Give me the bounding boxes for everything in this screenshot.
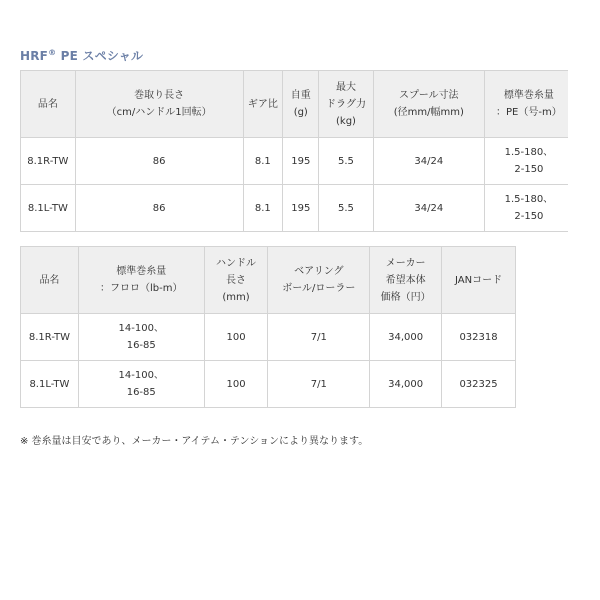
cell-line: 1.5-180、 (504, 194, 554, 205)
cell-line: ：フロロ（lb-m） (99, 283, 183, 294)
cell-line: ベアリング (294, 266, 344, 277)
column-header (75, 71, 243, 138)
column-header (373, 71, 485, 138)
cell-line: 希望本体 (385, 274, 426, 286)
column-header (442, 247, 516, 314)
table-cell: 8.1 (243, 138, 282, 185)
registered-mark: ® (48, 48, 57, 57)
cell-line: (mm) (222, 291, 250, 303)
cell-line: 価格（円） (380, 291, 431, 303)
cell-line: 長さ (226, 274, 247, 286)
cell-line: 最大 (335, 81, 356, 93)
table-cell: 100 (204, 314, 268, 361)
cell-line: 標準巻糸量 (116, 266, 167, 277)
table-cell: 8.1 (243, 185, 282, 232)
table-cell: 34/24 (373, 185, 485, 232)
cell-line: (kg) (336, 115, 356, 127)
table-cell: 7/1 (268, 314, 370, 361)
model-name-cell: 8.1R-TW (21, 138, 76, 185)
cell-line: ハンドル (216, 257, 257, 269)
footnote: ※ 巻糸量は目安であり、メーカー・アイテム・テンションにより異なります。 (20, 436, 369, 447)
cell-line: 16-85 (126, 340, 156, 351)
spec-table-1-row (21, 138, 569, 185)
cell-line: ドラグ力 (325, 98, 366, 110)
cell-line: 品名 (37, 98, 58, 110)
table-cell: 86 (75, 185, 243, 232)
cell-line: 自重 (290, 90, 311, 101)
spec-table-1 (20, 70, 568, 232)
table-cell: 195 (283, 185, 319, 232)
table-cell: 032325 (442, 361, 516, 408)
cell-line: JANコード (454, 274, 503, 286)
column-header (283, 71, 319, 138)
column-header (243, 71, 282, 138)
column-header (204, 247, 268, 314)
column-header (21, 247, 79, 314)
cell-line: 2-150 (514, 211, 544, 222)
spec-table-2-row (21, 361, 516, 408)
cell-line: スプール寸法 (399, 90, 459, 101)
column-header (21, 71, 76, 138)
column-header (485, 71, 568, 138)
spec-table-1-header-row (21, 71, 569, 138)
product-title (20, 47, 143, 64)
column-header (78, 247, 204, 314)
table-cell: 34/24 (373, 138, 485, 185)
table-cell: 032318 (442, 314, 516, 361)
cell-line: 品名 (39, 274, 60, 286)
table-cell: 100 (204, 361, 268, 408)
title-brand: HRF (20, 49, 49, 63)
table-cell: 5.5 (319, 185, 373, 232)
spec-table-2 (20, 246, 516, 408)
table-cell: 34,000 (370, 314, 442, 361)
cell-line: （cm/ハンドル1回転） (106, 107, 212, 118)
cell-line: 1.5-180、 (504, 147, 554, 158)
column-header (370, 247, 442, 314)
cell-line: メーカー (385, 257, 426, 269)
cell-line: (g) (293, 107, 308, 118)
model-name-cell: 8.1L-TW (21, 361, 79, 408)
table-cell: 7/1 (268, 361, 370, 408)
cell-line: ボール/ローラー (282, 283, 356, 294)
column-header (268, 247, 370, 314)
spec-table-1-row (21, 185, 569, 232)
spec-table-2-row (21, 314, 516, 361)
cell-line: 14-100、 (118, 323, 164, 334)
model-name-cell: 8.1L-TW (21, 185, 76, 232)
model-name-cell: 8.1R-TW (21, 314, 79, 361)
cell-line: 巻取り長さ (134, 90, 185, 101)
spec-table-2-header-row (21, 247, 516, 314)
cell-line: 16-85 (126, 387, 156, 398)
title-rest: PE スペシャル (56, 49, 144, 63)
table-cell: 34,000 (370, 361, 442, 408)
table-cell (78, 314, 204, 361)
table-cell (485, 138, 568, 185)
cell-line: (径mm/幅mm) (393, 107, 464, 118)
table-cell: 5.5 (319, 138, 373, 185)
column-header (319, 71, 373, 138)
cell-line: 2-150 (514, 164, 544, 175)
cell-line: 14-100、 (118, 370, 164, 381)
cell-line: ギア比 (247, 98, 278, 110)
table-cell (78, 361, 204, 408)
cell-line: 標準巻糸量 (503, 90, 554, 101)
table-cell: 86 (75, 138, 243, 185)
cell-line: ：PE（号-m） (496, 107, 562, 118)
table-cell: 195 (283, 138, 319, 185)
table-cell (485, 185, 568, 232)
